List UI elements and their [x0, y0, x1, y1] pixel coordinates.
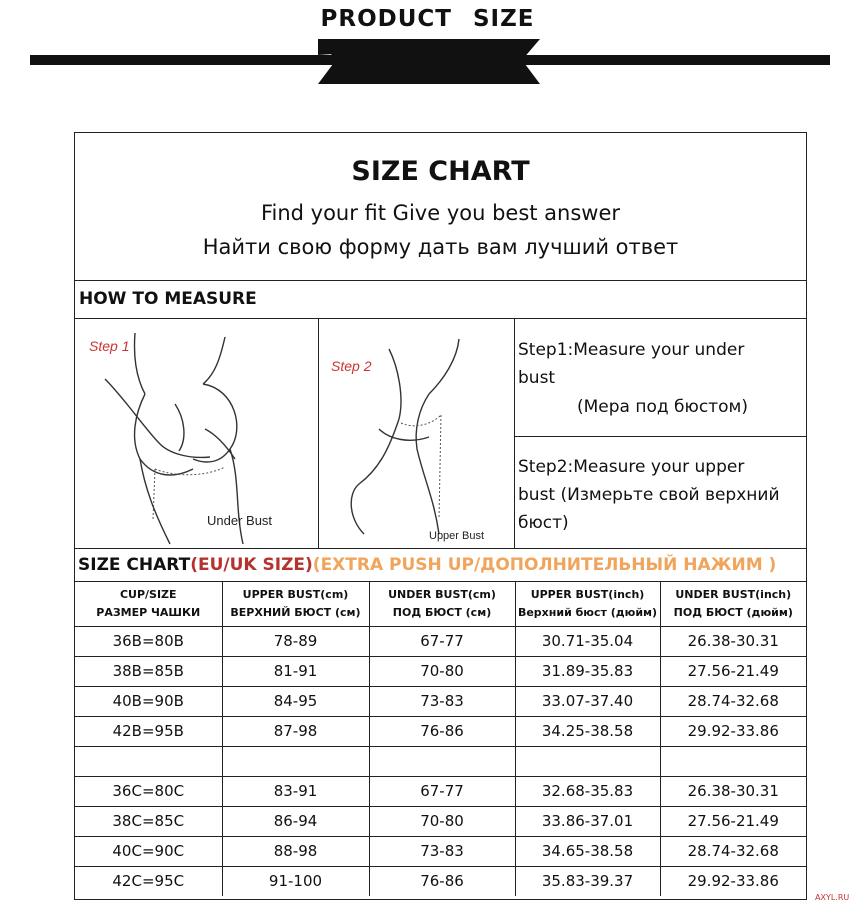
empty-cell [660, 746, 806, 776]
table-row [75, 656, 806, 686]
under-bust-inch-cell: 27.56-21.49 [660, 656, 806, 686]
underbust-figure-icon [75, 319, 319, 549]
table-header-row [75, 582, 806, 626]
table-row [75, 626, 806, 656]
table-row [75, 836, 806, 866]
measure-section [75, 319, 806, 549]
upper-bust-inch-cell: 33.86-37.01 [515, 806, 660, 836]
upper-bust-inch-cell: 34.65-38.58 [515, 836, 660, 866]
cup-size-cell: 40B=90B [75, 686, 222, 716]
upper-bust-inch-cell: 31.89-35.83 [515, 656, 660, 686]
size-heading-push-up: (EXTRA PUSH UP/ДОПОЛНИТЕЛЬНЫЙ НАЖИМ ) [312, 555, 777, 575]
under-bust-inch-cell: 29.92-33.86 [687, 872, 779, 891]
empty-cell [369, 746, 515, 776]
step1-text-line1: Step1:Measure your under [518, 340, 745, 360]
under-bust-inch-cell: 29.92-33.86 [660, 716, 806, 746]
under-bust-inch-cell: 26.38-30.31 [660, 776, 806, 806]
cup-size-cell: 36C=80C [75, 776, 222, 806]
size-chart-heading-row [75, 549, 806, 582]
upper-bust-cm-cell: 78-89 [222, 626, 369, 656]
cup-size-cell: 36B=80B [75, 626, 222, 656]
upper-bust-inch-cell: 35.83-39.37 [515, 866, 660, 896]
under-bust-inch-cell: 28.74-32.68 [660, 686, 806, 716]
table-row [75, 776, 806, 806]
under-bust-cm-cell: 67-77 [369, 626, 515, 656]
header-under-bust-inch: UNDER BUST(inch) ПОД БЮСТ (дюйм) [660, 582, 806, 626]
upper-bust-inch-cell: 30.71-35.04 [515, 626, 660, 656]
under-bust-cm-cell: 73-83 [369, 836, 515, 866]
under-bust-inch-cell: 27.56-21.49 [660, 806, 806, 836]
step1-instructions [515, 319, 806, 437]
under-bust-cm-cell: 73-83 [369, 686, 515, 716]
under-bust-cm-cell: 76-86 [369, 716, 515, 746]
underbust-caption: Under Bust [207, 513, 273, 528]
product-size-banner [0, 0, 855, 100]
header-under-bust-cm: UNDER BUST(cm) ПОД БЮСТ (см) [369, 582, 515, 626]
how-to-measure-label: HOW TO MEASURE [79, 289, 257, 309]
cup-size-cell: 42B=95B [75, 716, 222, 746]
empty-cell [222, 746, 369, 776]
cup-size-cell: 38C=85C [75, 806, 222, 836]
table-row [75, 716, 806, 746]
under-bust-cm-cell: 70-80 [369, 806, 515, 836]
upperbust-caption: Upper Bust [429, 530, 485, 542]
upper-bust-cm-cell: 88-98 [222, 836, 369, 866]
site-watermark: AXYL.RU [815, 893, 850, 902]
chart-title: SIZE CHART [351, 156, 530, 187]
chart-subtitle-ru: Найти свою форму дать вам лучший ответ [202, 235, 679, 259]
upper-bust-cm-cell: 91-100 [222, 866, 369, 896]
step1-text-line2: bust [518, 368, 556, 388]
under-bust-cm-cell: 70-80 [369, 656, 515, 686]
header-upper-bust-cm: UPPER BUST(cm) ВЕРХНИЙ БЮСТ (см) [222, 582, 369, 626]
size-chart [74, 132, 807, 900]
upperbust-figure-icon [319, 319, 515, 549]
upper-bust-inch-cell: 34.25-38.58 [515, 716, 660, 746]
empty-cell [515, 746, 660, 776]
size-chart-heading [78, 555, 776, 575]
upper-bust-cm-cell: 86-94 [222, 806, 369, 836]
cup-size-cell: 38B=85B [75, 656, 222, 686]
how-to-measure-row [75, 281, 806, 319]
step2-illustration [319, 319, 515, 549]
table-row [75, 686, 806, 716]
table-row-empty [75, 746, 806, 776]
chart-title-block [75, 133, 806, 281]
size-heading-main: SIZE CHART [78, 555, 191, 575]
upper-bust-cm-cell: 81-91 [222, 656, 369, 686]
step2-text-line2: bust (Измерьте свой верхний [518, 485, 780, 505]
step1-text-ru: (Мера под бюстом) [577, 397, 748, 417]
table-row [75, 866, 806, 896]
upper-bust-cm-cell: 84-95 [222, 686, 369, 716]
cup-size-cell: 40C=90C [75, 836, 222, 866]
banner-title: PRODUCT SIZE [320, 6, 535, 32]
size-table [75, 582, 806, 896]
under-bust-cm-cell: 67-77 [369, 776, 515, 806]
step1-figure-label: Step 1 [89, 338, 130, 354]
cup-size-cell: 42C=95C [75, 866, 222, 896]
upper-bust-cm-cell: 87-98 [222, 716, 369, 746]
size-heading-eu-uk: (EU/UK SIZE) [190, 555, 313, 575]
table-row [75, 806, 806, 836]
chart-subtitle-en: Find your fit Give you best answer [260, 201, 621, 225]
empty-cell [75, 746, 222, 776]
upper-bust-cm-cell: 83-91 [222, 776, 369, 806]
step2-text-line3: бюст) [518, 513, 569, 533]
under-bust-inch-cell: 28.74-32.68 [660, 836, 806, 866]
upper-bust-inch-cell: 32.68-35.83 [515, 776, 660, 806]
under-bust-cm-cell: 76-86 [369, 866, 515, 896]
header-upper-bust-inch: UPPER BUST(inch) Верхний бюст (дюйм) [515, 582, 660, 626]
under-bust-inch-cell: 26.38-30.31 [660, 626, 806, 656]
upper-bust-inch-cell: 33.07-37.40 [515, 686, 660, 716]
header-cup-size: CUP/SIZE РАЗМЕР ЧАШКИ [75, 582, 222, 626]
step1-illustration [75, 319, 319, 549]
step2-figure-label: Step 2 [331, 358, 372, 374]
step2-instructions [515, 437, 806, 549]
step2-text-line1: Step2:Measure your upper [518, 457, 745, 477]
